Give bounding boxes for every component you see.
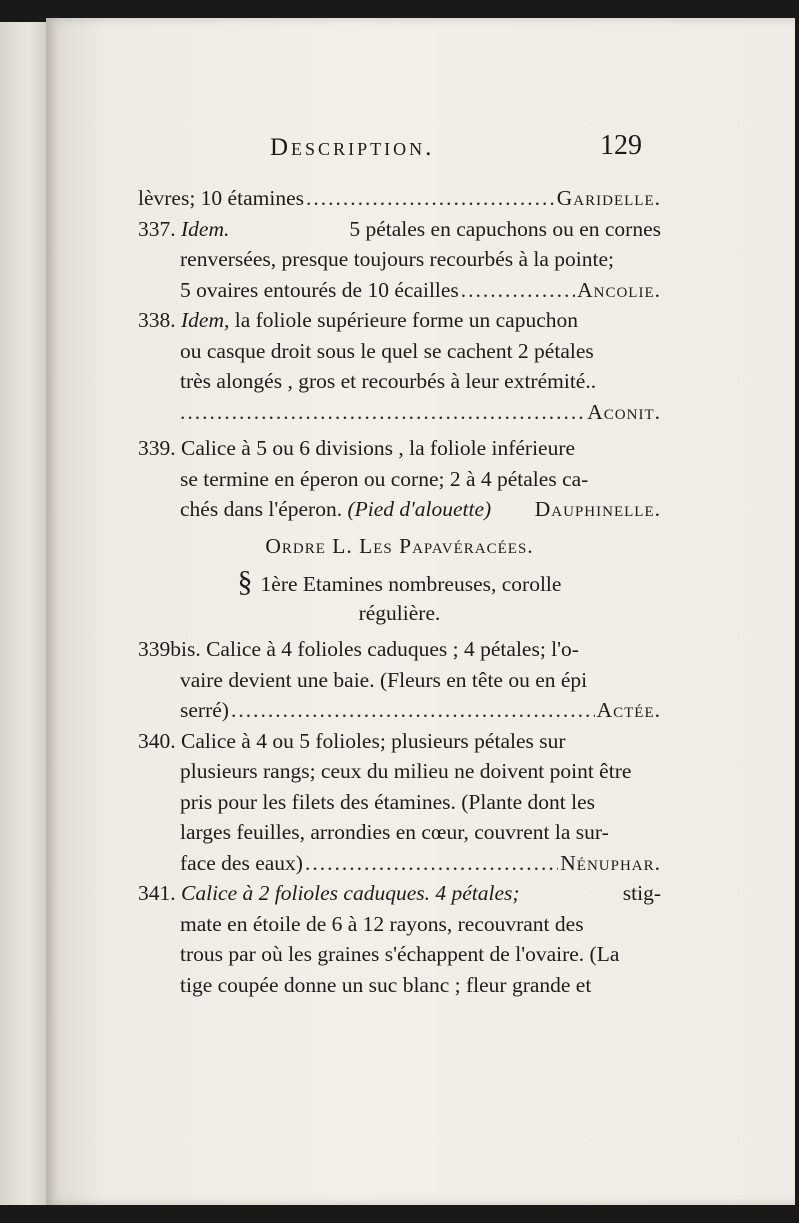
line-text: face des eaux) bbox=[180, 850, 303, 875]
text-line bbox=[138, 726, 661, 757]
line-text: Calice à 4 folioles caduques ; 4 pétales; l'o- bbox=[206, 637, 579, 661]
line-text: stig- bbox=[622, 881, 661, 905]
line-text: pris pour les filets des étamines. (Plante dont les bbox=[180, 789, 595, 814]
dot-leader bbox=[306, 183, 555, 214]
line-text: 339. Calice à 5 ou 6 divisions , la foliole inférieure bbox=[138, 436, 576, 460]
text-line bbox=[138, 817, 661, 848]
section-sign: § bbox=[237, 565, 253, 598]
dot-leader bbox=[305, 848, 558, 879]
line-text: larges feuilles, arrondies en cœur, couvrent la sur- bbox=[180, 820, 609, 844]
text-line bbox=[138, 336, 661, 367]
dot-leader bbox=[461, 275, 575, 306]
section-heading bbox=[138, 567, 661, 598]
line-text: 340. Calice à 4 ou 5 folioles; plusieurs pétales sur bbox=[138, 728, 566, 753]
running-head: Description. bbox=[270, 134, 435, 161]
line-text: lèvres; 10 étamines bbox=[138, 186, 304, 210]
line-text: vaire devient une baie. (Fleurs en tête ou en épi bbox=[180, 667, 588, 692]
line-text: se termine en éperon ou corne; 2 à 4 pétales ca- bbox=[180, 466, 589, 491]
genus-name: Actée. bbox=[596, 698, 661, 722]
line-text: plusieurs rangs; ceux du milieu ne doivent point être bbox=[180, 759, 632, 783]
line-text: la foliole supérieure forme un capuchon bbox=[234, 308, 578, 332]
facing-page-edge bbox=[0, 22, 51, 1205]
section-text: Etamines nombreuses, corolle bbox=[302, 572, 562, 596]
section-number: 1ère bbox=[260, 572, 298, 596]
text-line bbox=[138, 214, 661, 245]
book-page bbox=[46, 18, 795, 1205]
text-line bbox=[138, 909, 661, 940]
line-text: chés dans l'éperon. (Pied d'alouette) bbox=[180, 497, 492, 521]
idem-word: Idem, bbox=[181, 308, 230, 332]
line-text: ou casque droit sous le quel se cachent 2 pétales bbox=[180, 338, 594, 363]
line-text: mate en étoile de 6 à 12 rayons, recouvrant des bbox=[180, 911, 584, 936]
entry-number: 338. bbox=[138, 308, 176, 332]
dot-leader bbox=[180, 397, 585, 428]
text-line bbox=[138, 366, 661, 397]
line-text: 5 pétales en capuchons ou en cornes bbox=[349, 216, 661, 241]
entry-number: 339bis. bbox=[138, 637, 201, 661]
genus-name: Ancolie. bbox=[577, 277, 661, 302]
line-text: 341. Calice à 2 folioles caduques. 4 pétales; bbox=[138, 881, 520, 905]
text-line bbox=[138, 665, 661, 696]
text-line bbox=[138, 464, 661, 495]
text-line bbox=[138, 756, 661, 787]
genus-name: Garidelle. bbox=[556, 186, 661, 210]
line-text: serré) bbox=[180, 698, 229, 722]
line-text: trous par où les graines s'échappent de l'ovaire. (La bbox=[180, 942, 620, 966]
text-line bbox=[138, 244, 661, 275]
text-line bbox=[138, 848, 661, 879]
text-line bbox=[138, 433, 661, 464]
text-line bbox=[138, 397, 661, 428]
text-line bbox=[138, 787, 661, 818]
line-text: tige coupée donne un suc blanc ; fleur grande et bbox=[180, 972, 592, 997]
page-body bbox=[138, 183, 661, 1000]
text-line bbox=[138, 183, 661, 214]
genus-name: Aconit. bbox=[587, 399, 661, 424]
line-text: renversées, presque toujours recourbés à la pointe; bbox=[180, 247, 615, 271]
dot-leader bbox=[231, 695, 595, 726]
text-line bbox=[138, 305, 661, 336]
order-heading: Ordre L. Les Papavéracées. bbox=[265, 533, 534, 558]
text-line bbox=[138, 275, 661, 306]
text-line bbox=[138, 634, 661, 665]
text-line bbox=[138, 939, 661, 970]
section-heading-cont: régulière. bbox=[358, 600, 441, 625]
text-line bbox=[138, 970, 661, 1001]
line-text: 5 ovaires entourés de 10 écailles bbox=[180, 277, 459, 302]
line-text: très alongés , gros et recourbés à leur extrémité.. bbox=[180, 369, 597, 393]
page-header bbox=[46, 128, 795, 168]
text-line bbox=[138, 695, 661, 726]
entry-number: 337. Idem. bbox=[138, 216, 230, 241]
text-line bbox=[138, 494, 661, 525]
genus-name: Nénuphar. bbox=[560, 850, 661, 875]
page-number: 129 bbox=[600, 130, 642, 161]
text-line bbox=[138, 878, 661, 909]
genus-name: Dauphinelle. bbox=[534, 497, 661, 521]
